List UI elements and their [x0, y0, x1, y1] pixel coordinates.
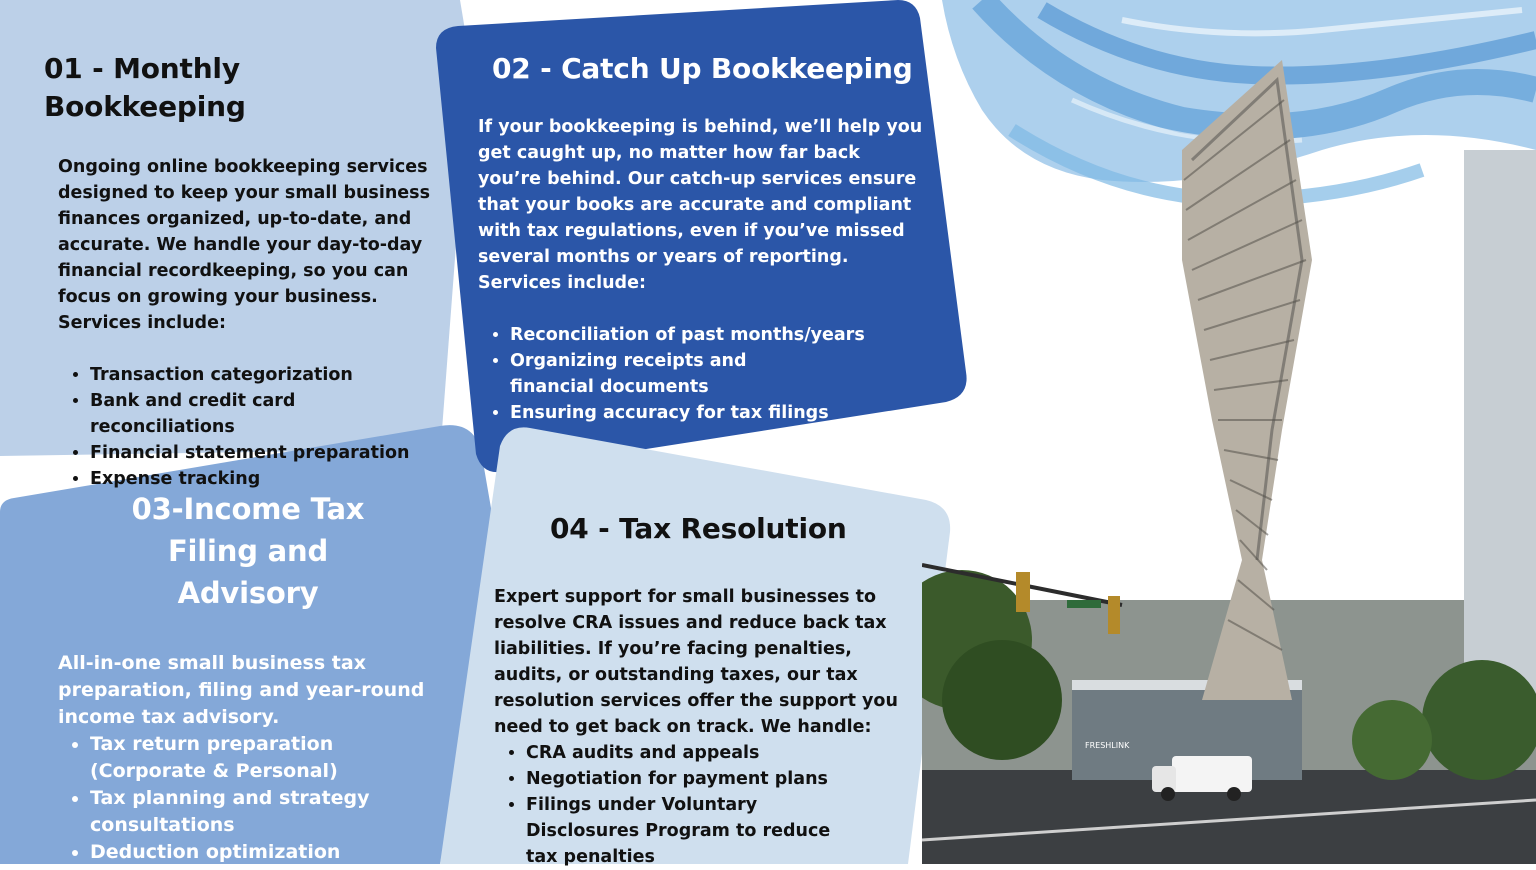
services-list — [478, 322, 928, 426]
card-catch-up-bookkeeping — [478, 50, 928, 426]
list-item: • Tax return preparation (Corporate & Personal) — [90, 731, 438, 785]
card-monthly-bookkeeping — [44, 50, 444, 492]
list-item: • Filings under Voluntary Disclosures Program to reduce tax penalties — [526, 792, 866, 870]
card-income-tax-filing — [58, 488, 438, 866]
card-title: 02 - Catch Up Bookkeeping — [492, 52, 913, 85]
list-item: • Negotiation for payment plans — [526, 766, 914, 792]
list-item: • Tax planning and strategy consultations — [90, 785, 438, 839]
traffic-light — [1016, 572, 1030, 612]
card-description: Ongoing online bookkeeping services designed to keep your small business finances organized, up-to-date, and accurate. We handle your day-to-day financial recordkeeping, so you can focus on growing your business. Services include: — [58, 157, 431, 333]
card-title: 01 - Monthly Bookkeeping — [44, 52, 246, 123]
street-sign — [1067, 600, 1101, 608]
list-item: • Reconciliation of past months/years — [510, 322, 928, 348]
tree-left-2 — [942, 640, 1062, 760]
list-item: • Organizing receipts and financial documents — [510, 348, 830, 400]
list-item: • Bank and credit card reconciliations — [90, 388, 444, 440]
list-item: • Financial statement preparation — [90, 440, 444, 466]
truck-sign: FRESHLINK — [1085, 741, 1130, 750]
services-list — [494, 740, 914, 870]
city-tower-photo — [922, 0, 1536, 864]
card-tax-resolution — [494, 510, 914, 870]
list-item: • Ensuring accuracy for tax filings — [510, 400, 928, 426]
card-title: 03-Income Tax Filing and Advisory — [131, 492, 365, 610]
traffic-light-2 — [1108, 596, 1120, 634]
list-item: • CRA audits and appeals — [526, 740, 914, 766]
services-list — [58, 362, 444, 492]
right-tower — [1464, 150, 1536, 710]
list-item: • Deduction optimization — [90, 839, 438, 866]
tree-right-2 — [1352, 700, 1432, 780]
services-list — [58, 731, 438, 866]
card-description: Expert support for small businesses to resolve CRA issues and reduce back tax liabilities. If you’re facing penalties, audits, or outstanding taxes, our tax resolution services offer the support you need to get back on track. We handle: — [494, 587, 898, 737]
card-description: If your bookkeeping is behind, we’ll help you get caught up, no matter how far back you’re behind. Our catch-up services ensure that your books are accurate and compliant with tax regulations, even if you’ve missed several months or years of reporting. Services include: — [478, 117, 923, 293]
list-item: • Transaction categorization — [90, 362, 444, 388]
card-description: All-in-one small business tax preparation, filing and year-round income tax advisory. — [58, 652, 425, 728]
list-item: • Expense tracking — [90, 466, 444, 492]
card-title: 04 - Tax Resolution — [550, 512, 847, 545]
